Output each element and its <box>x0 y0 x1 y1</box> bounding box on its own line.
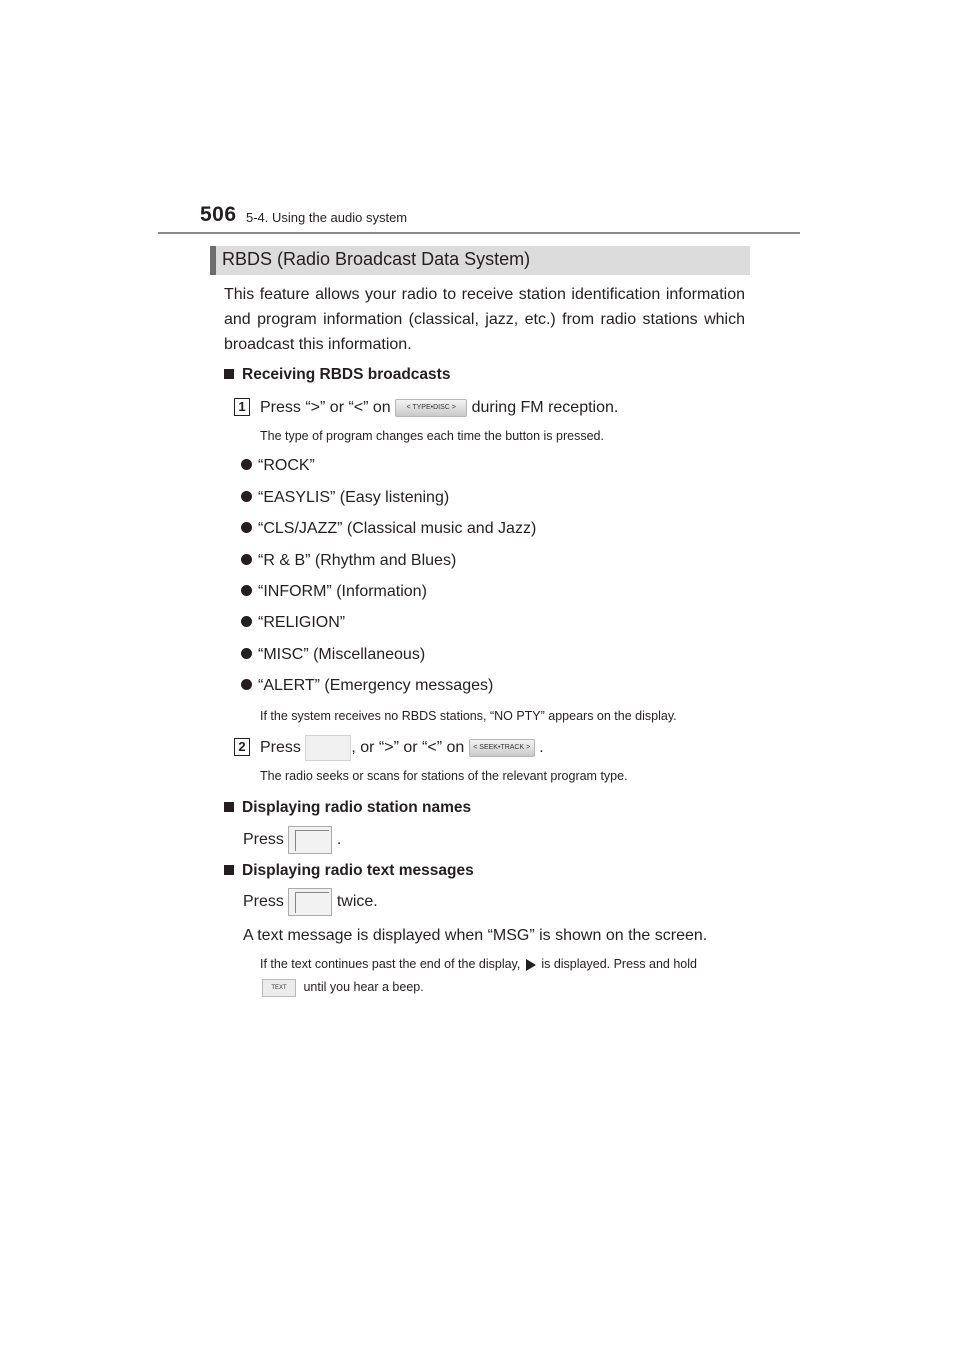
text-continue-note-2 <box>262 979 424 997</box>
program-type-item <box>241 677 493 695</box>
program-type-item <box>241 646 425 664</box>
panel-button-icon <box>288 888 332 916</box>
bullet-icon <box>241 648 252 659</box>
subheading-station-names-text: Displaying radio station names <box>242 799 472 816</box>
program-type-label: “EASYLIS” (Easy listening) <box>258 489 450 506</box>
bullet-icon <box>241 522 252 533</box>
step-2-pre: Press <box>260 739 301 757</box>
station-names-post: . <box>336 831 342 849</box>
page-number: 506 <box>200 203 237 226</box>
text-messages-instruction <box>243 888 378 916</box>
step-2-post: . <box>539 739 544 757</box>
bullet-icon <box>241 679 252 690</box>
bullet-icon <box>241 585 252 596</box>
program-type-label: “ALERT” (Emergency messages) <box>258 677 494 694</box>
step-1-post: during FM reception. <box>471 399 619 416</box>
bullet-icon <box>241 459 252 470</box>
text-messages-pre: Press <box>243 893 284 911</box>
text-button-icon: TEXT <box>262 979 296 997</box>
subheading-text-messages <box>224 862 474 880</box>
text-messages-line: A text message is displayed when “MSG” is shown on the screen. <box>243 927 708 944</box>
type-disc-button-icon: < TYPE•DISC > <box>395 399 467 417</box>
square-bullet-icon <box>224 802 234 812</box>
program-type-label: “R & B” (Rhythm and Blues) <box>258 552 457 569</box>
step-2-badge: 2 <box>234 738 250 756</box>
program-type-label: “ROCK” <box>258 457 315 474</box>
square-bullet-icon <box>224 369 234 379</box>
program-type-item <box>241 614 345 632</box>
square-bullet-icon <box>224 865 234 875</box>
no-pty-note: If the system receives no RBDS stations, “NO PTY” appears on the display. <box>260 709 677 723</box>
step-1-note: The type of program changes each time the button is pressed. <box>260 429 604 443</box>
section-title: RBDS (Radio Broadcast Data System) <box>222 249 531 269</box>
program-type-label: “MISC” (Miscellaneous) <box>258 646 426 663</box>
text-note-post: until you hear a beep. <box>303 980 424 995</box>
seek-track-button-icon: < SEEK•TRACK > <box>469 739 535 757</box>
program-type-item <box>241 552 456 570</box>
program-type-label: “CLS/JAZZ” (Classical music and Jazz) <box>258 520 537 537</box>
program-type-item <box>241 489 449 507</box>
bullet-icon <box>241 491 252 502</box>
program-type-item <box>241 520 536 538</box>
station-names-instruction <box>243 826 341 854</box>
text-messages-post: twice. <box>336 893 378 911</box>
chapter-title: 5-4. Using the audio system <box>246 210 408 225</box>
step-1-pre: Press “>” or “<” on <box>260 399 391 416</box>
bullet-icon <box>241 616 252 627</box>
step-2-text <box>260 735 544 761</box>
step-1-badge: 1 <box>234 398 250 416</box>
step-1-text <box>260 395 618 420</box>
step-2-note: The radio seeks or scans for stations of the relevant program type. <box>260 769 628 783</box>
header-rule <box>158 232 800 234</box>
text-continue-note <box>260 957 697 971</box>
bullet-icon <box>241 554 252 565</box>
subheading-station-names <box>224 799 471 817</box>
text-note-mid: is displayed. Press and hold <box>541 957 697 971</box>
play-arrow-icon <box>526 959 536 971</box>
subheading-receiving-text: Receiving RBDS broadcasts <box>242 366 451 383</box>
station-names-pre: Press <box>243 831 284 849</box>
program-type-item <box>241 583 427 601</box>
subheading-receiving <box>224 366 450 384</box>
step-2-mid: , or “>” or “<” on <box>351 739 465 757</box>
program-type-label: “INFORM” (Information) <box>258 583 427 600</box>
program-type-item <box>241 457 315 475</box>
subheading-text-messages-text: Displaying radio text messages <box>242 862 474 879</box>
panel-button-icon <box>288 826 332 854</box>
program-type-label: “RELIGION” <box>258 614 346 631</box>
intro-paragraph: This feature allows your radio to receive station identification information and program information (classical, jazz, etc.) from radio stations which broadcast this information. <box>224 286 745 353</box>
preset-button-icon <box>305 735 351 761</box>
text-note-pre: If the text continues past the end of the display, <box>260 957 521 971</box>
